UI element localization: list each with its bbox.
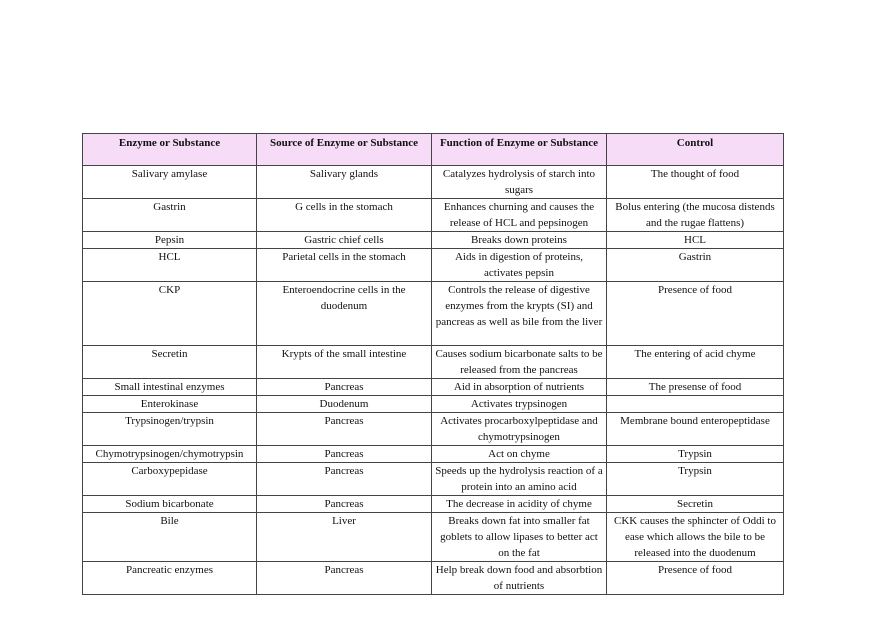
cell-source: Krypts of the small intestine xyxy=(257,346,432,379)
cell-control: Membrane bound enteropeptidase xyxy=(607,413,784,446)
table-row xyxy=(83,282,784,346)
cell-control: The thought of food xyxy=(607,166,784,199)
cell-source: Duodenum xyxy=(257,396,432,413)
cell-control: CKK causes the sphincter of Oddi to ease which allows the bile to be released into the duodenum xyxy=(607,513,784,562)
table-row xyxy=(83,166,784,199)
cell-control: Presence of food xyxy=(607,282,784,346)
cell-enzyme: Carboxypepidase xyxy=(83,463,257,496)
cell-enzyme: Pepsin xyxy=(83,232,257,249)
cell-enzyme: Pancreatic enzymes xyxy=(83,562,257,595)
cell-enzyme: Gastrin xyxy=(83,199,257,232)
cell-enzyme: Enterokinase xyxy=(83,396,257,413)
cell-control: HCL xyxy=(607,232,784,249)
table-row xyxy=(83,513,784,562)
table-row xyxy=(83,463,784,496)
table-header-row xyxy=(83,134,784,166)
header-source: Source of Enzyme or Substance xyxy=(257,134,432,166)
enzyme-table xyxy=(82,133,784,595)
cell-source: G cells in the stomach xyxy=(257,199,432,232)
cell-source: Pancreas xyxy=(257,496,432,513)
cell-function: Activates procarboxylpeptidase and chymotrypsinogen xyxy=(432,413,607,446)
cell-source: Liver xyxy=(257,513,432,562)
cell-control: Trypsin xyxy=(607,463,784,496)
cell-function: The decrease in acidity of chyme xyxy=(432,496,607,513)
cell-enzyme: HCL xyxy=(83,249,257,282)
cell-function: Activates trypsinogen xyxy=(432,396,607,413)
cell-control: Secretin xyxy=(607,496,784,513)
cell-source: Pancreas xyxy=(257,379,432,396)
table-row xyxy=(83,496,784,513)
cell-control: The presense of food xyxy=(607,379,784,396)
table-row xyxy=(83,562,784,595)
cell-enzyme: Sodium bicarbonate xyxy=(83,496,257,513)
cell-function: Aids in digestion of proteins, activates pepsin xyxy=(432,249,607,282)
cell-control: Bolus entering (the mucosa distends and the rugae flattens) xyxy=(607,199,784,232)
cell-function: Act on chyme xyxy=(432,446,607,463)
cell-source: Pancreas xyxy=(257,562,432,595)
cell-enzyme: Small intestinal enzymes xyxy=(83,379,257,396)
cell-control: Presence of food xyxy=(607,562,784,595)
cell-function: Aid in absorption of nutrients xyxy=(432,379,607,396)
cell-source: Enteroendocrine cells in the duodenum xyxy=(257,282,432,346)
cell-function: Speeds up the hydrolysis reaction of a protein into an amino acid xyxy=(432,463,607,496)
cell-function: Enhances churning and causes the release of HCL and pepsinogen xyxy=(432,199,607,232)
cell-function: Breaks down proteins xyxy=(432,232,607,249)
cell-enzyme: Secretin xyxy=(83,346,257,379)
cell-function: Help break down food and absorbtion of nutrients xyxy=(432,562,607,595)
cell-source: Pancreas xyxy=(257,446,432,463)
table-row xyxy=(83,232,784,249)
cell-control: The entering of acid chyme xyxy=(607,346,784,379)
cell-function: Catalyzes hydrolysis of starch into sugars xyxy=(432,166,607,199)
table-row xyxy=(83,379,784,396)
cell-source: Gastric chief cells xyxy=(257,232,432,249)
document-page xyxy=(82,133,783,595)
cell-enzyme: Chymotrypsinogen/chymotrypsin xyxy=(83,446,257,463)
cell-control: Gastrin xyxy=(607,249,784,282)
cell-function: Controls the release of digestive enzymes from the krypts (SI) and pancreas as well as bile from the liver xyxy=(432,282,607,346)
table-row xyxy=(83,396,784,413)
header-function: Function of Enzyme or Substance xyxy=(432,134,607,166)
cell-source: Pancreas xyxy=(257,413,432,446)
cell-control: Trypsin xyxy=(607,446,784,463)
cell-enzyme: Trypsinogen/trypsin xyxy=(83,413,257,446)
table-row xyxy=(83,446,784,463)
cell-function: Breaks down fat into smaller fat goblets to allow lipases to better act on the fat xyxy=(432,513,607,562)
cell-enzyme: CKP xyxy=(83,282,257,346)
cell-enzyme: Bile xyxy=(83,513,257,562)
table-row xyxy=(83,413,784,446)
cell-function: Causes sodium bicarbonate salts to be released from the pancreas xyxy=(432,346,607,379)
cell-control xyxy=(607,396,784,413)
header-enzyme: Enzyme or Substance xyxy=(83,134,257,166)
cell-source: Parietal cells in the stomach xyxy=(257,249,432,282)
table-row xyxy=(83,199,784,232)
table-row xyxy=(83,346,784,379)
cell-enzyme: Salivary amylase xyxy=(83,166,257,199)
cell-source: Salivary glands xyxy=(257,166,432,199)
header-control: Control xyxy=(607,134,784,166)
table-row xyxy=(83,249,784,282)
cell-source: Pancreas xyxy=(257,463,432,496)
